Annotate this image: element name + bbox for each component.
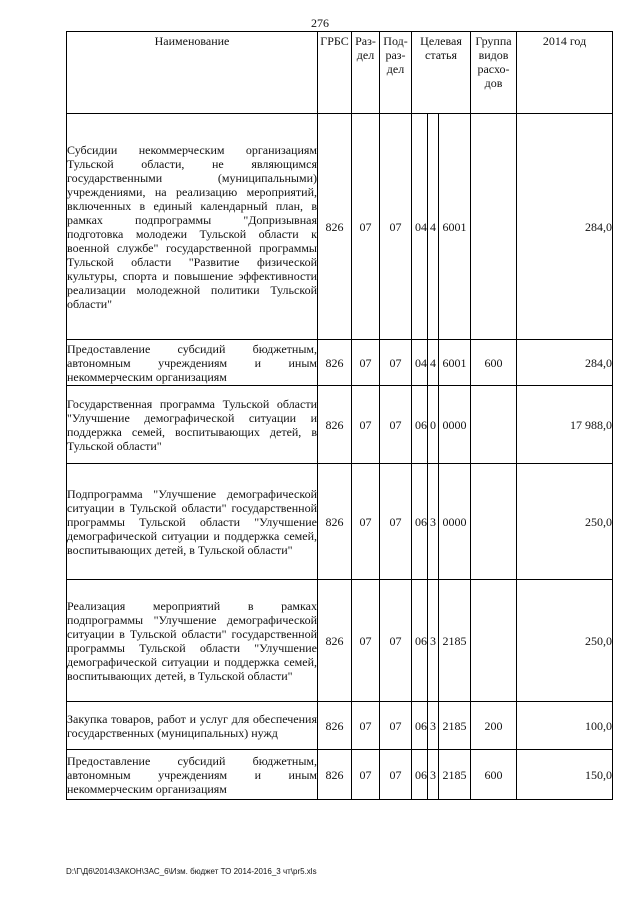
table-row — [67, 386, 613, 464]
row-target-part2-cell: 4 — [428, 114, 439, 340]
row-razdel-cell: 07 — [352, 580, 380, 702]
row-target-part3-cell: 2185 — [439, 580, 471, 702]
row-target-part3-cell: 2185 — [439, 702, 471, 750]
row-razdel-cell: 07 — [352, 702, 380, 750]
header-razdel: Раз- дел — [352, 32, 380, 114]
row-amount-cell: 250,0 — [517, 464, 613, 580]
row-podrazdel-cell: 07 — [380, 114, 412, 340]
table-row — [67, 340, 613, 386]
header-row — [67, 32, 613, 114]
row-grbs-cell: 826 — [318, 580, 352, 702]
row-target-part1-cell: 06 — [412, 702, 428, 750]
row-amount-cell: 150,0 — [517, 750, 613, 800]
file-path-footer: D:\Г\Д6\2014\ЗАКОН\ЗАС_6\Изм. бюджет ТО 2014-2016_3 чт\pr5.xls — [66, 867, 317, 876]
row-razdel-cell: 07 — [352, 464, 380, 580]
row-group-cell — [471, 464, 517, 580]
row-podrazdel-cell: 07 — [380, 580, 412, 702]
row-group-cell: 600 — [471, 340, 517, 386]
row-amount-cell: 284,0 — [517, 114, 613, 340]
row-target-part2-cell: 3 — [428, 750, 439, 800]
row-name-cell: Предоставление субсидий бюджетным, автономным учреждениям и иным некоммерческим организациям — [67, 341, 317, 384]
row-podrazdel-cell: 07 — [380, 386, 412, 464]
header-target: Целевая статья — [412, 32, 471, 114]
page-number: 276 — [311, 16, 329, 30]
row-target-part2-cell: 3 — [428, 464, 439, 580]
row-name-cell: Государственная программа Тульской области "Улучшение демографической ситуации и поддержка семей, воспитывающих детей, в Тульской области" — [67, 386, 318, 464]
row-target-part3-cell: 0000 — [439, 386, 471, 464]
table-row — [67, 750, 613, 800]
header-grbs: ГРБС — [318, 32, 352, 114]
row-grbs-cell: 826 — [318, 750, 352, 800]
row-amount-cell: 100,0 — [517, 702, 613, 750]
header-year: 2014 год — [517, 32, 613, 114]
budget-table — [66, 31, 613, 800]
row-grbs-cell: 826 — [318, 114, 352, 340]
table-row — [67, 464, 613, 580]
row-grbs-cell: 826 — [318, 386, 352, 464]
row-podrazdel-cell: 07 — [380, 340, 412, 386]
row-amount-cell: 250,0 — [517, 580, 613, 702]
row-target-part2-cell: 0 — [428, 386, 439, 464]
row-podrazdel-cell: 07 — [380, 464, 412, 580]
row-group-cell — [471, 580, 517, 702]
row-target-part1-cell: 06 — [412, 386, 428, 464]
header-name: Наименование — [67, 32, 318, 114]
header-podrazdel: Под- раз- дел — [380, 32, 412, 114]
row-target-part3-cell: 2185 — [439, 750, 471, 800]
row-target-part1-cell: 06 — [412, 464, 428, 580]
row-target-part2-cell: 3 — [428, 702, 439, 750]
row-target-part1-cell: 06 — [412, 750, 428, 800]
table-row — [67, 580, 613, 702]
row-amount-cell: 17 988,0 — [517, 386, 613, 464]
row-target-part3-cell: 6001 — [439, 340, 471, 386]
row-razdel-cell: 07 — [352, 340, 380, 386]
row-target-part2-cell: 4 — [428, 340, 439, 386]
row-target-part1-cell: 04 — [412, 340, 428, 386]
row-amount-cell: 284,0 — [517, 340, 613, 386]
row-podrazdel-cell: 07 — [380, 702, 412, 750]
row-name-cell: Закупка товаров, работ и услуг для обеспечения государственных (муниципальных) нужд — [67, 702, 318, 750]
header-group: Группа видов расхо- дов — [471, 32, 517, 114]
row-name-cell: Реализация мероприятий в рамках подпрограммы "Улучшение демографической ситуации в Тульской области" государственной программы Тульской области "Улучшение демографической ситуации и поддержка семей, воспитывающих детей, в Тульской области" — [67, 580, 318, 702]
row-razdel-cell: 07 — [352, 114, 380, 340]
row-name-cell: Субсидии некоммерческим организациям Тульской области, не являющимся государственными (муниципальными) учреждениями, на реализацию мероприятий, включенных в единый календарный план, в рамках подпрограммы "Допризывная подготовка молодежи Тульской области к военной службе" государственной программы Тульской области "Развитие физической культуры, спорта и повышение эффективности реализации молодежной политики Тульской области" — [67, 114, 318, 340]
row-target-part2-cell: 3 — [428, 580, 439, 702]
row-razdel-cell: 07 — [352, 750, 380, 800]
table-body — [67, 114, 613, 800]
row-grbs-cell: 826 — [318, 340, 352, 386]
table-row — [67, 114, 613, 340]
row-target-part3-cell: 6001 — [439, 114, 471, 340]
row-name-cell: Предоставление субсидий бюджетным, автономным учреждениям и иным некоммерческим организациям — [67, 750, 318, 800]
row-group-cell — [471, 114, 517, 340]
row-razdel-cell: 07 — [352, 386, 380, 464]
row-target-part1-cell: 04 — [412, 114, 428, 340]
row-grbs-cell: 826 — [318, 702, 352, 750]
row-group-cell — [471, 386, 517, 464]
row-podrazdel-cell: 07 — [380, 750, 412, 800]
row-grbs-cell: 826 — [318, 464, 352, 580]
row-name-cell: Подпрограмма "Улучшение демографической ситуации в Тульской области" государственной программы Тульской области "Улучшение демографической ситуации и поддержка семей, воспитывающих детей, в Тульской области" — [67, 464, 318, 580]
row-group-cell: 200 — [471, 702, 517, 750]
row-group-cell: 600 — [471, 750, 517, 800]
table-row — [67, 702, 613, 750]
row-target-part3-cell: 0000 — [439, 464, 471, 580]
row-target-part1-cell: 06 — [412, 580, 428, 702]
